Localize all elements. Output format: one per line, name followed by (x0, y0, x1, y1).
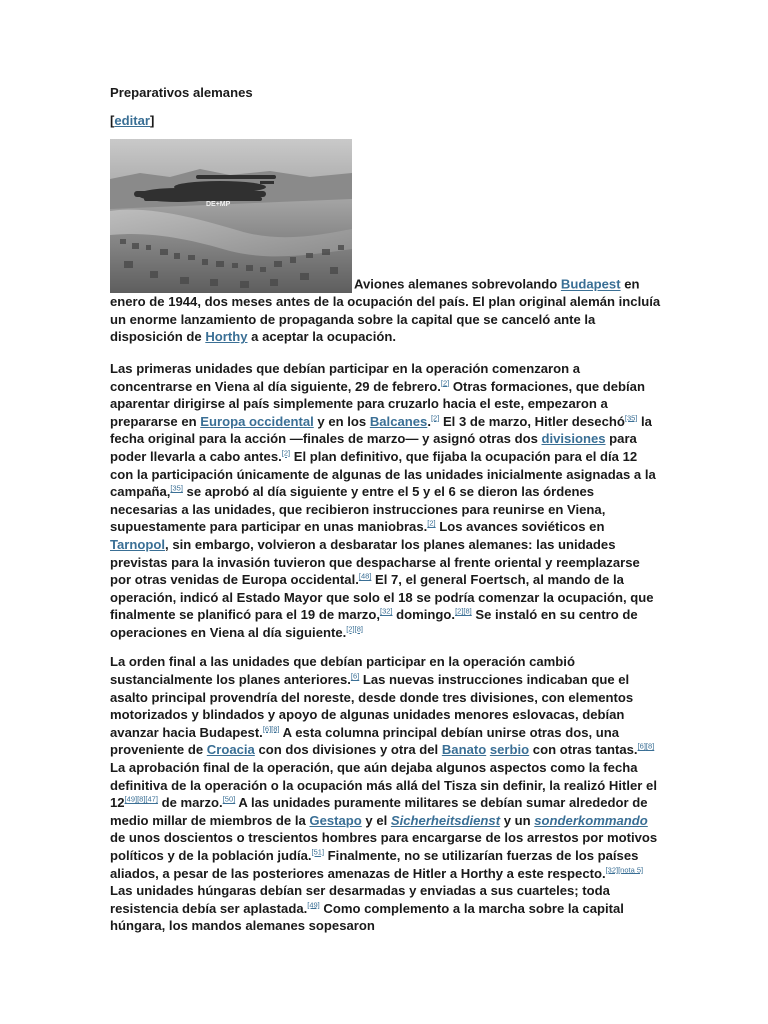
text: El plan definitivo, que fijaba la ocupación para el día 12 con la participación únicamente de algunas de las unidades inicialmente asignadas a la campaña, (110, 448, 656, 500)
citation-link[interactable]: [49] (307, 900, 320, 910)
text: de marzo. (157, 795, 223, 811)
edit-bracket-close: ] (150, 112, 155, 128)
citation-link[interactable]: [2][8] (346, 624, 363, 634)
link-croacia[interactable]: Croacia (206, 742, 255, 758)
link-sonderkommando[interactable]: sonderkommando (534, 812, 648, 828)
text: A las unidades puramente militares se debían sumar alrededor de medio millar de miembros de la (110, 795, 648, 828)
aircraft-marking: DE+MP (206, 201, 231, 209)
link-serbio[interactable]: serbio (489, 742, 530, 758)
text: El 3 de marzo, Hitler desechó (439, 413, 625, 429)
citation-link[interactable]: [50] (222, 794, 236, 804)
text: la fecha original para la acción —finales de marzo— y asignó otras dos (110, 413, 652, 447)
section-title: Preparativos alemanes (110, 85, 253, 100)
text: con dos divisiones y otra del (254, 742, 442, 758)
text: y un (500, 812, 535, 828)
citation-link[interactable]: [49][8][47] (124, 794, 158, 804)
paragraph-2 (110, 653, 662, 935)
edit-link[interactable]: editar (114, 112, 151, 128)
citation-link[interactable]: [2] (430, 413, 440, 423)
article-content (110, 84, 662, 947)
citation-link[interactable]: [48] (358, 571, 372, 581)
link-budapest[interactable]: Budapest (560, 276, 621, 292)
citation-link[interactable]: [35] (170, 483, 183, 493)
caption-text-2: en enero de 1944, dos meses antes de la ocupación del país. El plan original alemán incluía un enorme lanzamiento de propaganda sobre la capital que se canceló ante la disposición de (110, 276, 661, 345)
aircraft-photo[interactable] (110, 139, 352, 293)
citation-link[interactable]: [2][8] (455, 606, 472, 616)
image-with-caption (110, 139, 662, 346)
citation-link[interactable]: [6] (637, 742, 646, 752)
text: . (427, 413, 431, 429)
citation-link[interactable]: [2] (281, 448, 291, 458)
link-tarnopol[interactable]: Tarnopol (110, 536, 166, 552)
text: Las nuevas instrucciones indicaban que el asalto principal provendría del noreste, desde donde tres divisiones, con elementos motorizados y blindados y apoyo de algunas unidades menores eslovacas, debían avanzar hacia Budapest. (110, 672, 634, 740)
edit-bracket-open: [ (110, 112, 115, 128)
text: Como complemento a la marcha sobre la capital húngara, los mandos alemanes sopesaron (110, 900, 624, 934)
caption-text-3: a aceptar la ocupación. (247, 329, 396, 345)
text: La orden final a las unidades que debían participar en la operación cambió sustancialmente los planes anteriores. (110, 654, 575, 688)
citation-link[interactable]: [6] (350, 671, 360, 681)
paragraph-1 (110, 360, 662, 642)
text: y en los (313, 413, 370, 429)
link-europa-occidental[interactable]: Europa occidental (200, 413, 314, 429)
text: se aprobó al día siguiente y entre el 5 y el 6 se dieron las órdenes necesarias a las unidades, que recibieron instrucciones para reunirse en Viena, supuestamente para participar en unas maniobras. (110, 484, 606, 535)
text: Otras formaciones, que debían aparentar dirigirse al país simplemente para cruzarlo hacia el este, empezaron a prepararse en (110, 378, 645, 429)
text: Los avances soviéticos en (435, 519, 605, 535)
text: domingo. (392, 607, 456, 623)
citation-link[interactable]: [32] (379, 606, 393, 616)
text: A esta columna principal debían unirse otras dos, una proveniente de (110, 724, 620, 758)
citation-link[interactable]: [2] (440, 378, 450, 388)
link-divisiones[interactable]: divisiones (541, 431, 606, 447)
text: Finalmente, no se utilizarían fuerzas de los países aliados, a pesar de las posteriores amenazas de Hitler a Horthy a este respecto. (110, 848, 639, 881)
citation-link[interactable]: [8] (645, 742, 655, 752)
text: Las unidades húngaras debían ser desarmadas y enviadas a sus cuarteles; toda resistencia debía ser aplastada. (110, 883, 610, 916)
caption-text-1: Aviones alemanes sobrevolando (354, 276, 561, 292)
link-sicherheitsdienst[interactable]: Sicherheitsdienst (390, 812, 501, 828)
citation-link[interactable]: [51] (311, 847, 325, 857)
link-banato[interactable]: Banato (441, 742, 487, 758)
text: Las primeras unidades que debían participar en la operación comenzaron a concentrarse en Viena al día siguiente, 29 de febrero. (110, 360, 581, 394)
citation-link[interactable]: [2] (427, 518, 436, 528)
citation-link[interactable]: [32][nota 5] (605, 865, 644, 875)
text: Se instaló en su centro de operaciones en Viena al día siguiente. (110, 607, 638, 640)
link-gestapo[interactable]: Gestapo (309, 812, 362, 828)
citation-link[interactable]: [35] (624, 413, 638, 423)
text: de unos doscientos o trescientos hombres para encargarse de los arrestos por motivos políticos y de la población judía. (110, 830, 658, 863)
edit-section (110, 112, 662, 130)
text: El 7, el general Foertsch, al mando de la operación, indicó al Estado Mayor que solo el 18 se podría comenzar la ocupación, que finalmente se planificó para el 19 de marzo, (110, 572, 654, 623)
link-horthy[interactable]: Horthy (205, 329, 248, 345)
text: , sin embargo, volvieron a desbaratar los planes alemanes: las unidades previstas para la invasión tuvieron que despacharse al frente oriental y reemplazarse por otras venidas de Europa occidental. (110, 536, 640, 588)
citation-link[interactable]: [6][8] (262, 724, 280, 734)
text: y el (361, 812, 391, 828)
text: para poder llevarla a cabo antes. (110, 431, 637, 464)
text: con otras tantas. (529, 742, 638, 758)
link-balcanes[interactable]: Balcanes (369, 413, 428, 429)
text: La aprobación final de la operación, que aún dejaba algunos aspectos como la fecha definitiva de la operación o la ocupación más allá del Tisza sin definir, la realizó Hitler el 12 (110, 760, 657, 811)
